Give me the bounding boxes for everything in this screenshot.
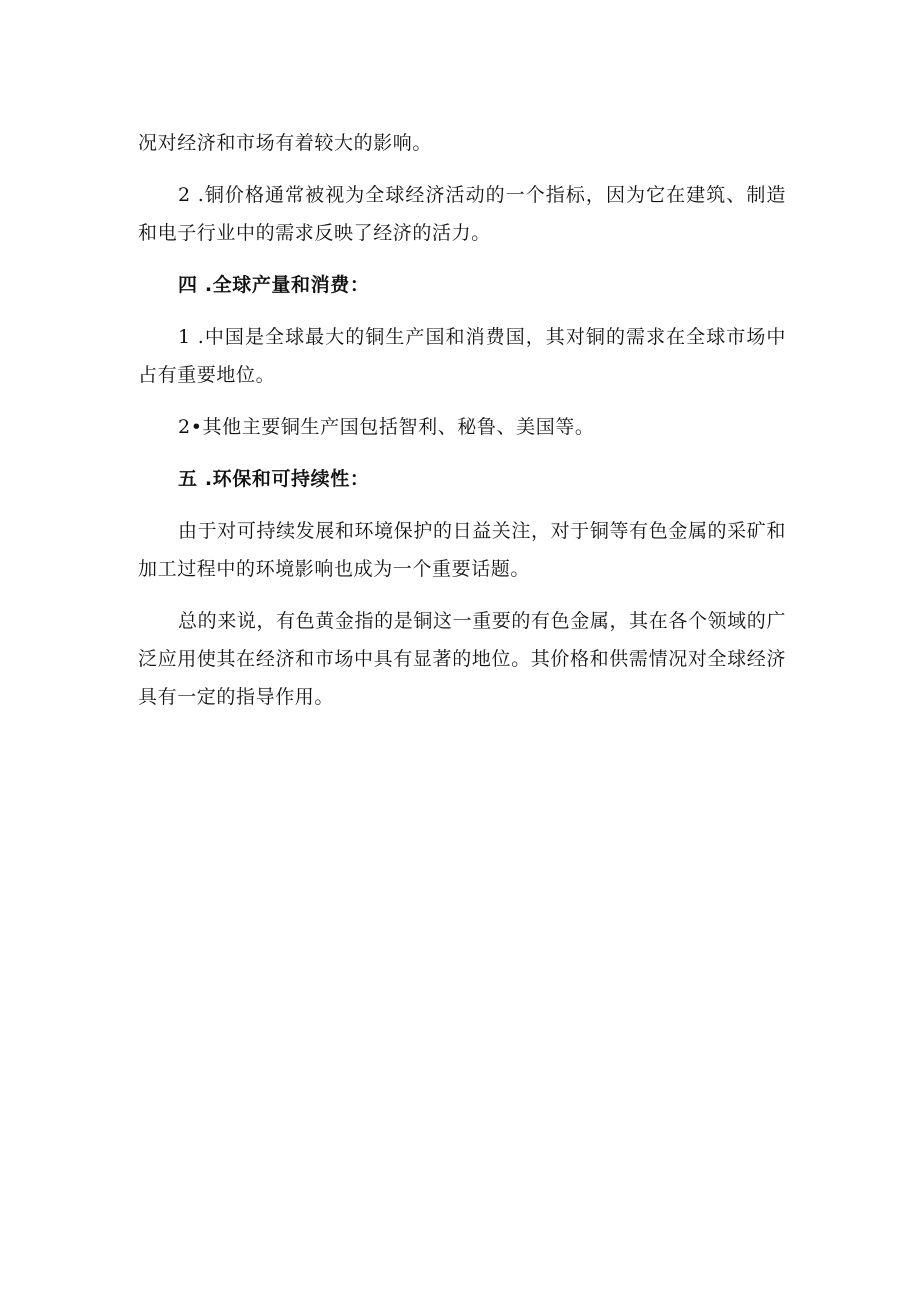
paragraph-other-producers: 2•其他主要铜生产国包括智利、秘鲁、美国等。 [178, 416, 595, 438]
paragraph-china-producer: 1 .中国是全球最大的铜生产国和消费国，其对铜的需求在全球市场中占有重要地位。 [138, 326, 786, 386]
document-body [138, 124, 786, 730]
paragraph-environment: 由于对可持续发展和环境保护的日益关注，对于铜等有色金属的采矿和加工过程中的环境影响也成为一个重要话题。 [138, 520, 786, 580]
paragraph-summary: 总的来说，有色黄金指的是铜这一重要的有色金属，其在各个领域的广泛应用使其在经济和市场中具有显著的地位。其价格和供需情况对全球经济具有一定的指导作用。 [138, 610, 786, 708]
paragraph-copper-price-indicator: 2 .铜价格通常被视为全球经济活动的一个指标，因为它在建筑、制造和电子行业中的需求反映了经济的活力。 [138, 184, 786, 244]
section-heading-environment: 五 .环保和可持续性： [178, 468, 370, 490]
section-heading-production-consumption: 四 .全球产量和消费： [178, 274, 370, 296]
paragraph-continuation: 况对经济和市场有着较大的影响。 [138, 132, 433, 154]
